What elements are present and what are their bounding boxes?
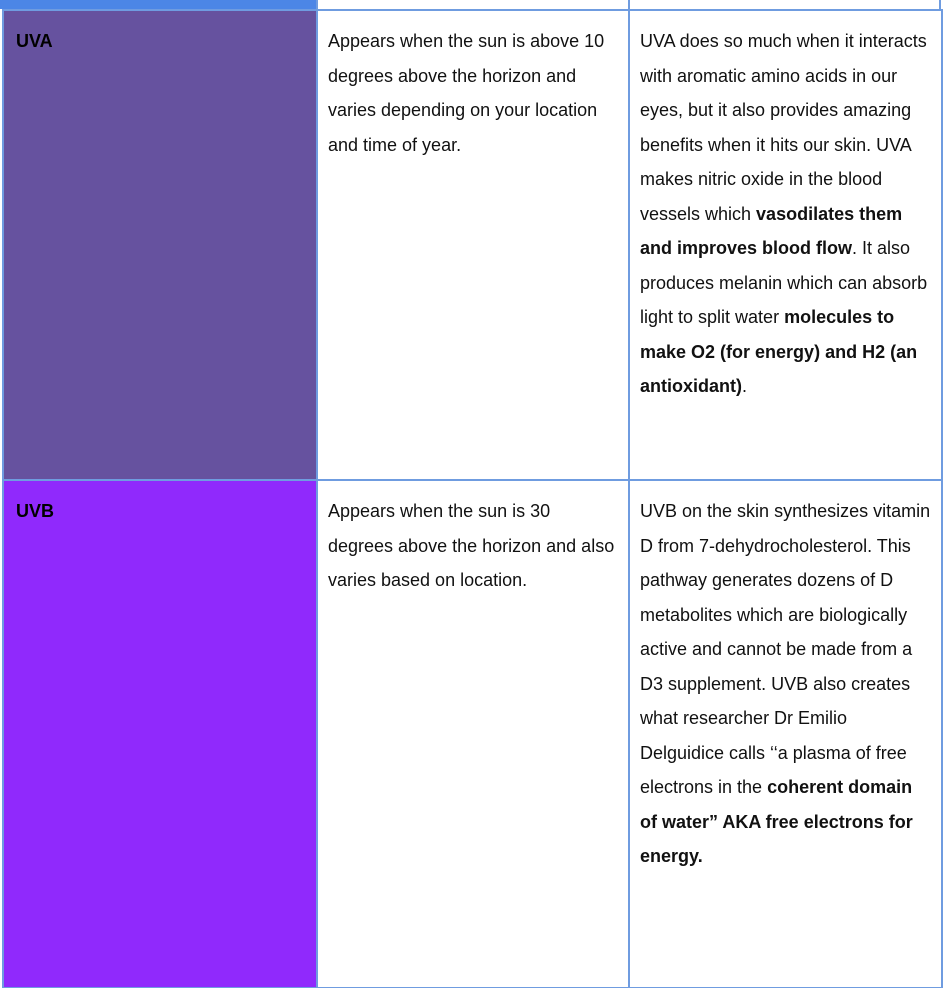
uva-effects-cell xyxy=(629,10,942,480)
uva-effects-bold-2: molecules to make O2 (for energy) and H2 (an antioxidant) xyxy=(640,307,918,396)
uvb-effects-bold-1: coherent domain of water” AKA free electrons for energy. xyxy=(640,777,913,866)
uvb-effects-cell xyxy=(629,480,942,988)
table-row-uvb xyxy=(3,480,942,988)
uv-comparison-table xyxy=(2,9,943,988)
uva-appearance-cell: Appears when the sun is above 10 degrees above the horizon and varies depending on your location and time of year. xyxy=(317,10,629,480)
header-strip-label-col xyxy=(0,0,316,9)
uvb-label-cell: UVB xyxy=(3,480,317,988)
header-strip-col2 xyxy=(316,0,628,9)
uva-label-cell: UVA xyxy=(3,10,317,480)
uva-effects-text-2: . It also produces melanin which can absorb light to split water xyxy=(640,238,928,327)
header-row-strip xyxy=(0,0,944,9)
header-strip-col3 xyxy=(628,0,941,9)
uva-effects-bold-1: vasodilates them and improves blood flow xyxy=(640,203,903,258)
uva-effects-text-3: . xyxy=(742,376,748,396)
uvb-appearance-cell: Appears when the sun is 30 degrees above the horizon and also varies based on location. xyxy=(317,480,629,988)
uva-effects-text-1: UVA does so much when it interacts with aromatic amino acids in our eyes, but it also provides amazing benefits when it hits our skin. UVA makes nitric oxide in the blood vessels which xyxy=(640,31,927,224)
table-row-uva xyxy=(3,10,942,480)
uvb-effects-text-1: UVB on the skin synthesizes vitamin D from 7-dehydrocholesterol. This pathway generates dozens of D metabolites which are biologically active and cannot be made from a D3 supplement. UVB also creates what researcher Dr Emilio Delguidice calls ‘‘a plasma of free electrons in the xyxy=(640,501,931,797)
